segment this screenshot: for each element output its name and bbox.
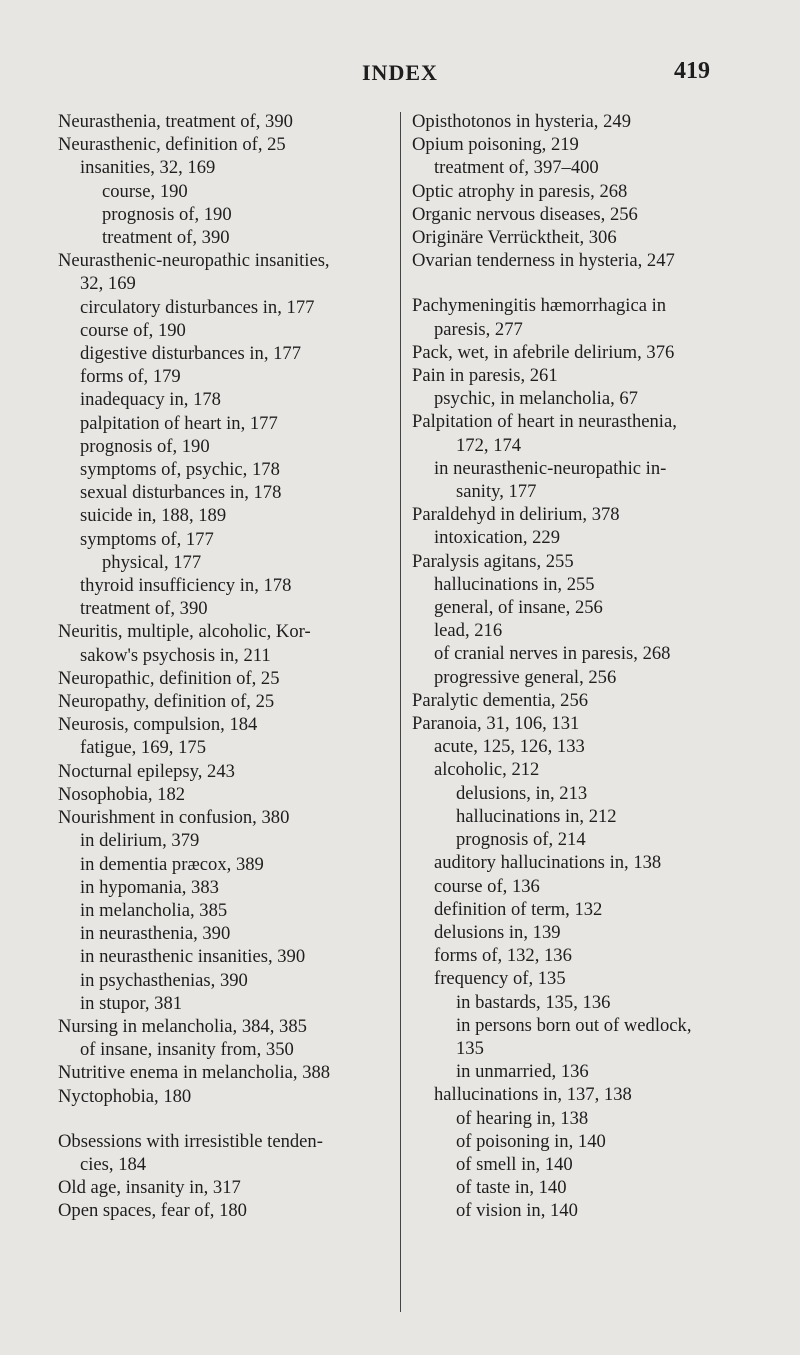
index-subentry: course of, 136	[434, 875, 540, 897]
index-entry: Neuropathic, definition of, 25	[58, 667, 280, 689]
index-subentry: of insane, insanity from, 350	[80, 1039, 294, 1061]
index-subentry: auditory hallucinations in, 138	[434, 852, 662, 874]
index-entry: Neurasthenic, definition of, 25	[58, 134, 286, 156]
index-subentry: of hearing in, 138	[456, 1107, 589, 1129]
running-header: INDEX	[362, 60, 438, 85]
index-subentry: symptoms of, psychic, 178	[80, 459, 280, 481]
index-subentry: definition of term, 132	[434, 898, 603, 920]
index-subentry: delusions in, 139	[434, 921, 561, 943]
index-subentry: prognosis of, 190	[102, 203, 232, 225]
index-entry: Nourishment in confusion, 380	[58, 807, 290, 829]
index-subentry: in unmarried, 136	[456, 1061, 589, 1083]
index-entry: Opisthotonos in hysteria, 249	[412, 111, 631, 132]
index-subentry: course, 190	[102, 180, 188, 202]
index-subentry: prognosis of, 190	[80, 435, 210, 457]
index-subentry: in hypomania, 383	[80, 876, 219, 898]
section-gap	[412, 272, 764, 294]
index-column-right	[412, 110, 764, 1223]
index-subentry: in psychasthenias, 390	[80, 969, 248, 991]
index-subentry: course of, 190	[80, 319, 186, 341]
index-entry: Old age, insanity in, 317	[58, 1177, 241, 1199]
index-entry: Nutritive enema in melancholia, 388	[58, 1062, 331, 1084]
index-subentry: 172, 174	[456, 434, 522, 456]
index-subentry: in persons born out of wedlock,	[456, 1014, 692, 1036]
index-subentry: lead, 216	[434, 620, 503, 642]
index-subentry: treatment of, 390	[80, 598, 208, 620]
index-entry: Paralytic dementia, 256	[412, 689, 589, 711]
index-subentry: hallucinations in, 137, 138	[434, 1084, 632, 1106]
index-entry: Nosophobia, 182	[58, 783, 186, 805]
index-subentry: forms of, 132, 136	[434, 945, 572, 967]
index-subentry: inadequacy in, 178	[80, 389, 221, 411]
index-subentry: general, of insane, 256	[434, 597, 603, 619]
index-subentry: psychic, in melancholia, 67	[434, 388, 638, 410]
index-subentry: frequency of, 135	[434, 968, 566, 990]
index-subentry: in neurasthenia, 390	[80, 923, 231, 945]
column-divider	[400, 112, 401, 1312]
section-gap	[58, 1108, 398, 1130]
index-subentry: sakow's psychosis in, 211	[80, 644, 271, 666]
index-entry: Originäre Verrücktheit, 306	[412, 227, 617, 249]
index-subentry: fatigue, 169, 175	[80, 737, 206, 759]
index-subentry: circulatory disturbances in, 177	[80, 296, 315, 318]
index-subentry: thyroid insufficiency in, 178	[80, 575, 292, 597]
index-entry: Neuropathy, definition of, 25	[58, 691, 275, 713]
index-entry: Opium poisoning, 219	[412, 134, 579, 156]
index-subentry: in neurasthenic-neuropathic in-	[434, 457, 667, 479]
index-entry: Paraldehyd in delirium, 378	[412, 504, 620, 526]
index-subentry: in stupor, 381	[80, 992, 183, 1014]
index-entry: Open spaces, fear of, 180	[58, 1200, 247, 1222]
index-subentry: in neurasthenic insanities, 390	[80, 946, 306, 968]
index-subentry: 135	[456, 1037, 484, 1059]
index-subentry: of vision in, 140	[456, 1200, 578, 1222]
index-entry: Pack, wet, in afebrile delirium, 376	[412, 341, 675, 363]
index-entry: Nursing in melancholia, 384, 385	[58, 1015, 307, 1037]
index-subentry: hallucinations in, 255	[434, 573, 595, 595]
index-subentry: cies, 184	[80, 1153, 147, 1175]
index-subentry: of taste in, 140	[456, 1177, 567, 1199]
index-entry: Pachymeningitis hæmorrhagica in	[412, 295, 667, 317]
index-subentry: palpitation of heart in, 177	[80, 412, 278, 434]
index-entry: Paralysis agitans, 255	[412, 550, 574, 572]
index-subentry: suicide in, 188, 189	[80, 505, 227, 527]
page-number: 419	[674, 58, 710, 84]
index-subentry: progressive general, 256	[434, 666, 617, 688]
index-subentry: delusions, in, 213	[456, 782, 588, 804]
index-subentry: insanities, 32, 169	[80, 157, 216, 179]
index-subentry: forms of, 179	[80, 366, 181, 388]
index-subentry: alcoholic, 212	[434, 759, 540, 781]
index-entry: Paranoia, 31, 106, 131	[412, 713, 580, 735]
index-subentry: hallucinations in, 212	[456, 805, 617, 827]
index-entry: Nocturnal epilepsy, 243	[58, 760, 235, 782]
index-subentry: intoxication, 229	[434, 527, 561, 549]
index-subentry: of cranial nerves in paresis, 268	[434, 643, 671, 665]
index-entry: Neurasthenic-neuropathic insanities,	[58, 250, 330, 272]
index-entry: Pain in paresis, 261	[412, 365, 558, 387]
index-subentry: prognosis of, 214	[456, 829, 586, 851]
index-subentry: in dementia præcox, 389	[80, 853, 264, 875]
index-entry: Ovarian tenderness in hysteria, 247	[412, 250, 675, 272]
index-column-left	[58, 110, 398, 1223]
index-entry: Organic nervous diseases, 256	[412, 203, 638, 225]
index-subentry: treatment of, 390	[102, 227, 230, 249]
index-subentry: 32, 169	[80, 273, 136, 295]
index-entry: Neurosis, compulsion, 184	[58, 714, 258, 736]
index-subentry: in melancholia, 385	[80, 899, 228, 921]
index-subentry: of poisoning in, 140	[456, 1130, 606, 1152]
index-entry: Nyctophobia, 180	[58, 1085, 192, 1107]
index-subentry: sexual disturbances in, 178	[80, 482, 282, 504]
index-subentry: of smell in, 140	[456, 1153, 573, 1175]
index-entry: Palpitation of heart in neurasthenia,	[412, 411, 677, 433]
index-subentry: in bastards, 135, 136	[456, 991, 611, 1013]
index-entry: Optic atrophy in paresis, 268	[412, 180, 628, 202]
index-subentry: acute, 125, 126, 133	[434, 736, 585, 758]
index-entry: Neurasthenia, treatment of, 390	[58, 111, 293, 132]
index-entry: Neuritis, multiple, alcoholic, Kor-	[58, 621, 311, 643]
index-subentry: symptoms of, 177	[80, 528, 214, 550]
index-subentry: in delirium, 379	[80, 830, 200, 852]
index-subentry: paresis, 277	[434, 318, 523, 340]
index-subentry: digestive disturbances in, 177	[80, 343, 302, 365]
index-subentry: sanity, 177	[456, 481, 537, 503]
index-entry: Obsessions with irresistible tenden-	[58, 1130, 323, 1152]
index-subentry: treatment of, 397–400	[434, 157, 599, 179]
index-subentry: physical, 177	[102, 551, 202, 573]
